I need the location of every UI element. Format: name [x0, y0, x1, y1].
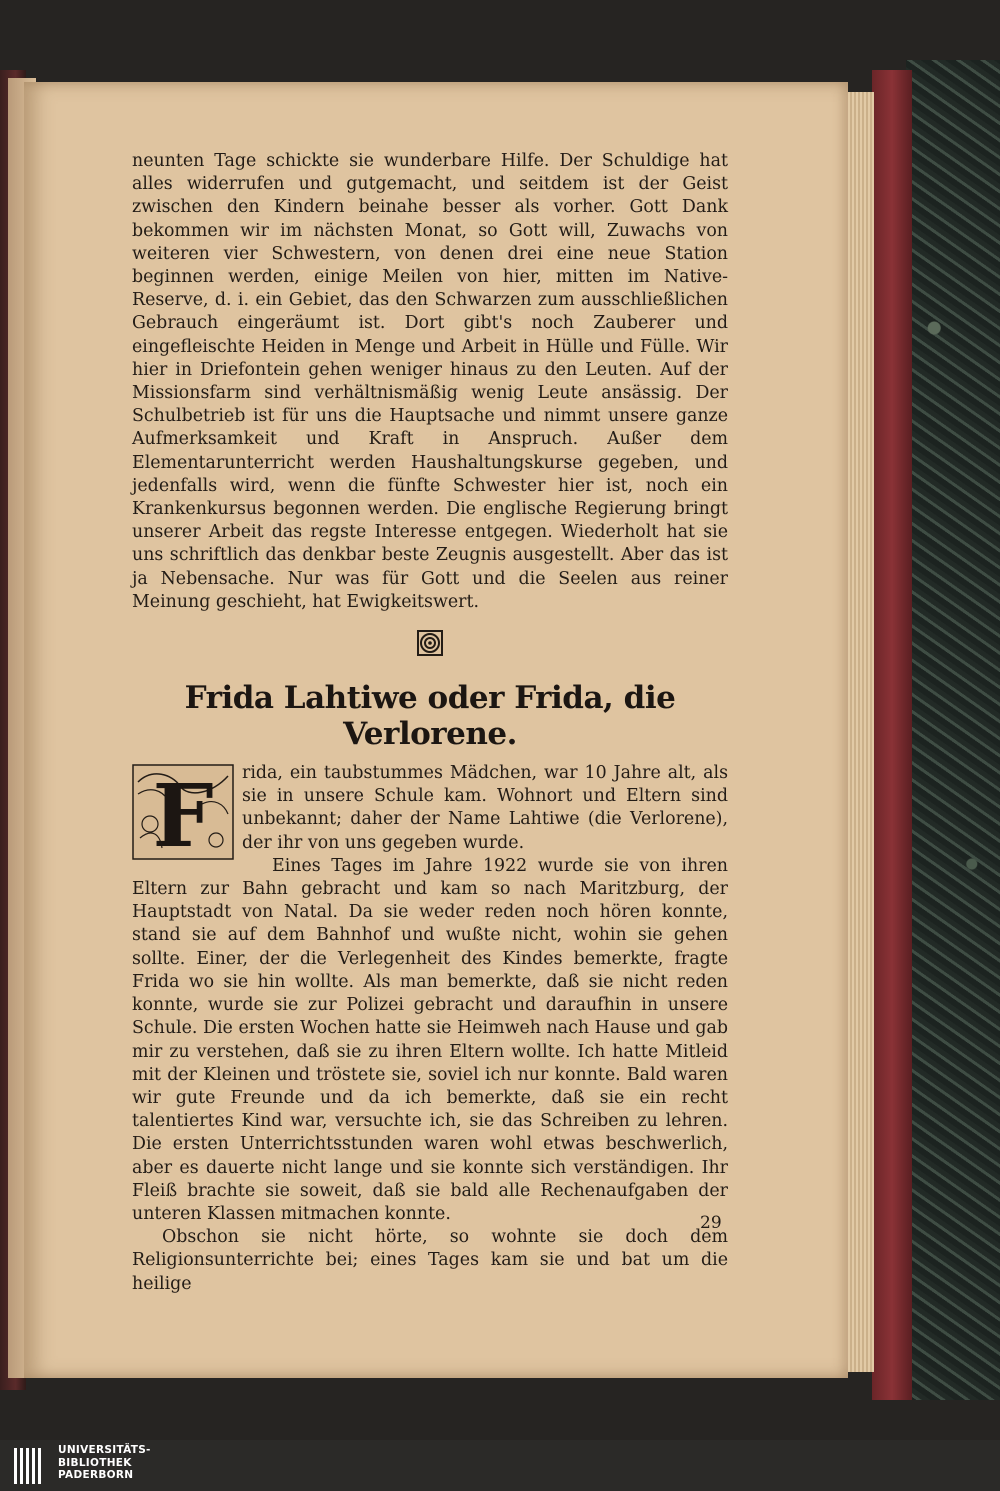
library-logo-icon [14, 1446, 46, 1486]
initial-letter: F [152, 766, 214, 861]
decorated-initial-icon [132, 764, 234, 860]
library-line-2: BIBLIOTHEK [58, 1456, 132, 1469]
library-footer [0, 1440, 1000, 1491]
ornament-icon [417, 630, 443, 656]
marbled-cover [906, 60, 1000, 1400]
paragraph-continuation: neunten Tage schickte sie wunderbare Hilfe. Der Schuldige hat alles widerrufen und gutgemacht, und seitdem ist der Geist zwischen den Kindern beinahe besser als vorher. Gott Dank bekommen wir im nächsten Monat, so Gott will, Zuwachs von weiteren vier Schwestern, von denen drei eine neue Station beginnen werden, einige Meilen von hier, mitten im Native-Reserve, d. i. ein Gebiet, das den Schwarzen zum ausschließlichen Gebrauch eingeräumt ist. Dort gibt's noch Zauberer und eingefleischte Heiden in Menge und Arbeit in Hülle und Fülle. Wir hier in Driefontein gehen weniger hinaus zu den Leuten. Auf der Missionsfarm sind verhältnismäßig wenig Leute ansässig. Der Schulbetrieb ist für uns die Hauptsache und nimmt unsere ganze Aufmerksamkeit und Kraft in Anspruch. Außer dem Elementarunterricht werden Haushaltungskurse gegeben, und jedenfalls wird, wenn die fünfte Schwester hier ist, noch ein Krankenkursus begonnen werden. Die englische Regierung bringt unserer Arbeit das regste Interesse entgegen. Wiederholt hat sie uns schriftlich das denkbar beste Zeugnis ausgestellt. Aber das ist ja Nebensache. Nur was für Gott und die Seelen aus reiner Meinung geschieht, hat Ewigkeitswert. [132, 151, 728, 612]
library-name [58, 1444, 151, 1482]
page-number: 29 [700, 1213, 722, 1233]
right-cover-binding [872, 70, 912, 1400]
library-line-1: UNIVERSITÄTS- [58, 1444, 151, 1456]
page-text [132, 150, 728, 1296]
paragraph-third: Obschon sie nicht hörte, so wohnte sie doch dem Religionsunterrichte bei; eines Tages kam sie und bat um die heilige [132, 1227, 728, 1294]
library-line-3: PADERBORN [58, 1469, 134, 1481]
paragraph-first: rida, ein taubstummes Mädchen, war 10 Jahre alt, als sie in unsere Schule kam. Wohnort und Eltern sind unbekannt; daher der Name Lahtiwe (die Verlorene), der ihr von uns gegeben wurde. [242, 763, 728, 853]
chapter-heading: Frida Lahtiwe oder Frida, die Verlorene. [184, 680, 676, 753]
page-stack-edge [846, 92, 874, 1372]
paragraph-second: Eines Tages im Jahre 1922 wurde sie von ihren Eltern zur Bahn gebracht und kam so nach Maritzburg, der Hauptstadt von Natal. Da sie weder reden noch hören konnte, stand sie auf dem Bahnhof und wußte nicht, wohin sie gehen sollte. Einer, der die Verlegenheit des Kindes bemerkte, fragte Frida wo sie hin wollte. Als man bemerkte, daß sie nicht reden konnte, wurde sie zur Polizei gebracht und daraufhin in unsere Schule. Die ersten Wochen hatte sie Heimweh nach Hause und gab mir zu verstehen, daß sie zu ihren Eltern wollte. Ich hatte Mitleid mit der Kleinen und tröstete sie, soviel ich nur konnte. Bald waren wir gute Freunde und da ich bemerkte, daß sie ein recht talentiertes Kind war, versuchte ich, sie das Schreiben zu lehren. Die ersten Unterrichtsstunden waren wohl etwas beschwerlich, aber es dauerte nicht lange und sie konnte sich verständigen. Ihr Fleiß brachte sie soweit, daß sie bald alle Rechenaufgaben der unteren Klassen mitmachen konnte. [132, 855, 728, 1224]
